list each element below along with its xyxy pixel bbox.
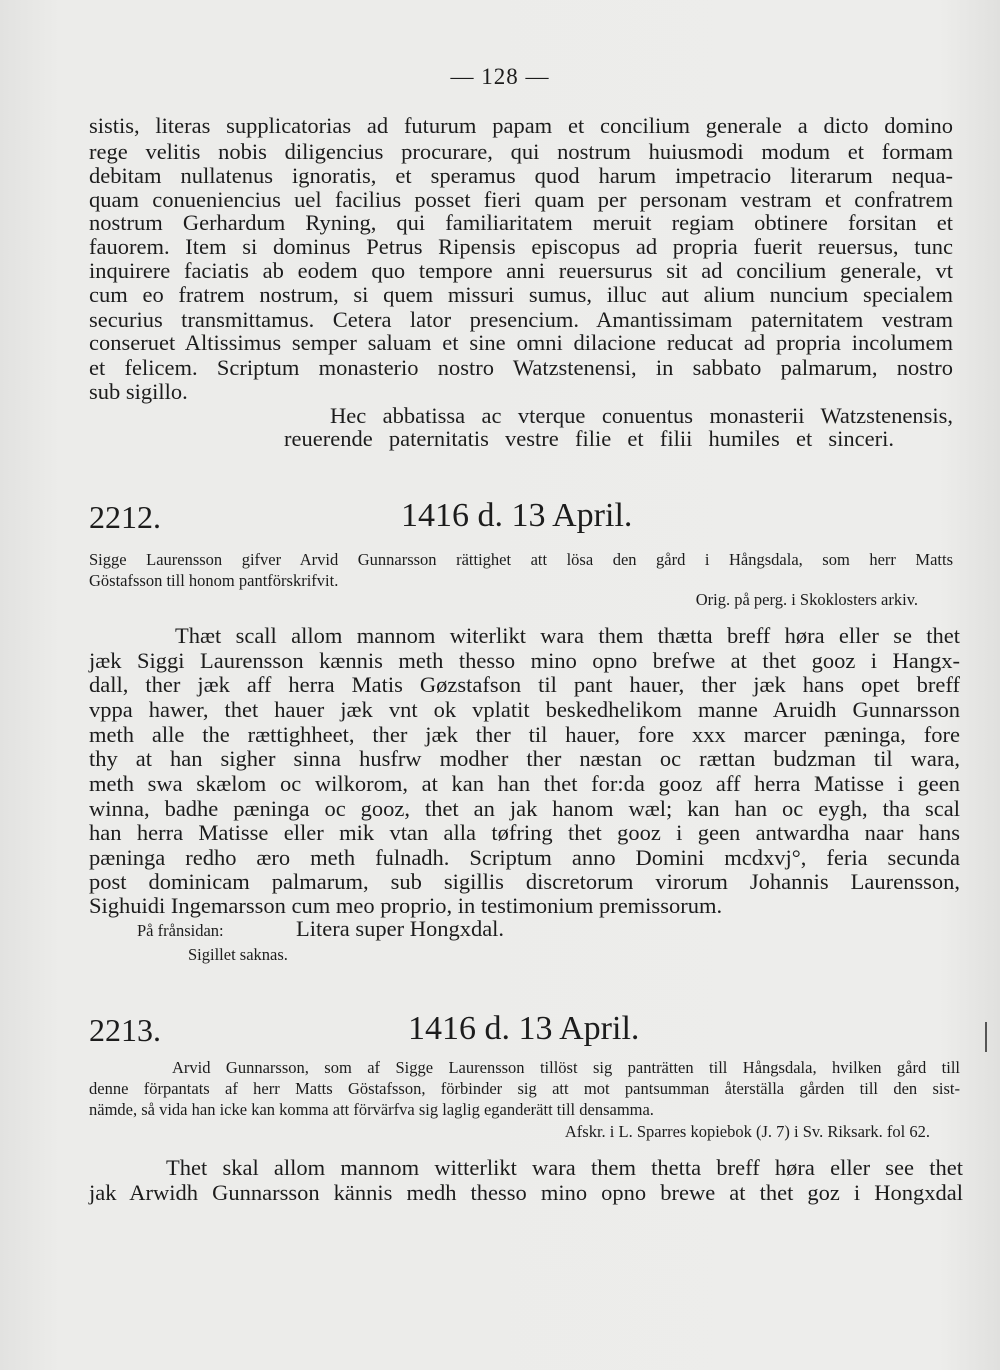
text-line: et felicem. Scriptum monasterio nostro Watzstenensi, in sabbato palmarum, nostro bbox=[89, 355, 953, 380]
verso-label: På frånsidan: bbox=[137, 921, 224, 940]
text-line: cum eo fratrem nostrum, si quem missuri sumus, illuc aut alium nuncium specialem bbox=[89, 282, 953, 307]
source-note: Afskr. i L. Sparres kopiebok (J. 7) i Sv. Riksark. fol 62. bbox=[564, 1122, 930, 1141]
document-date: 1416 d. 13 April. bbox=[401, 497, 633, 534]
document-number: 2213. bbox=[89, 1012, 161, 1048]
text-line: han herra Matisse eller mik vtan alla tøfring thet gooz i geen antwardha naar hans bbox=[89, 820, 960, 845]
text-line: sistis, literas supplicatorias ad futurum papam et concilium generale a dicto domino bbox=[89, 113, 953, 138]
text-line: jæk Siggi Laurensson kænnis meth thesso mino opno brefwe at thet gooz i Hangx- bbox=[89, 648, 960, 673]
document-date: 1416 d. 13 April. bbox=[408, 1010, 640, 1047]
summary-line: Arvid Gunnarsson, som af Sigge Laurensson tillöst sig panträtten till Hångsdala, hvilken gård till bbox=[172, 1058, 960, 1077]
text-line: securius transmittamus. Cetera lator presencium. Amantissimam paternitatem vestram bbox=[89, 307, 953, 332]
text-line: meth swa skælom oc wilkorom, at kan han thet for:da gooz aff herra Matisse i geen bbox=[89, 771, 960, 796]
text-line: debitam nullatenus ignoratis, et speramus quod harum impetracio literarum nequa- bbox=[89, 163, 953, 188]
margin-mark bbox=[985, 1022, 987, 1052]
text-line: winna, badhe pæninga oc gooz, thet an jak hanom wæl; kan han oc eygh, tha scal bbox=[89, 796, 960, 821]
source-note: Orig. på perg. i Skoklosters arkiv. bbox=[695, 590, 918, 609]
text-line: Thæt scall allom mannom witerlikt wara them thætta breff høra eller se thet bbox=[175, 623, 960, 648]
text-line: post dominicam palmarum, sub sigillis discretorum virorum Johannis Laurensson, bbox=[89, 869, 960, 894]
verso-text: Litera super Hongxdal. bbox=[296, 916, 505, 941]
page-number: — 128 — bbox=[450, 64, 550, 89]
document-number: 2212. bbox=[89, 499, 161, 535]
text-line: quam conueniencius uel facilius posset fieri quam per personam vestram et confratrem bbox=[89, 187, 953, 212]
summary-line: nämde, så vida han icke kan komma att förvärfva sig laglig eganderätt till densamma. bbox=[89, 1100, 654, 1119]
text-line: jak Arwidh Gunnarsson kännis medh thesso mino opno brewe at thet goz i Hongxdal bbox=[89, 1180, 963, 1205]
text-line: nostrum Gerhardum Ryning, qui familiaritatem meruit regiam obtinere forsitan et bbox=[89, 210, 953, 235]
text-line: fauorem. Item si dominus Petrus Ripensis episcopus ad propria fuerit reuersus, tunc bbox=[89, 234, 953, 259]
text-line: inquirere faciatis ab eodem quo tempore anni reuersurus sit ad concilium generale, vt bbox=[89, 258, 953, 283]
text-line: conseruet Altissimus semper saluam et sine omni dilacione reducat ad propria incolumem bbox=[89, 330, 953, 355]
closing-line: Hec abbatissa ac vterque conuentus monasterii Watzstenensis, bbox=[330, 403, 953, 428]
text-line: thy at han sigher sinna husfrw modher ther næstan oc rættan budzman til wara, bbox=[89, 746, 960, 771]
text-line: Sighuidi Ingemarsson cum meo proprio, in testimonium premissorum. bbox=[89, 893, 723, 918]
seal-note: Sigillet saknas. bbox=[188, 945, 288, 964]
text-line: Thet skal allom mannom witterlikt wara them thetta breff høra eller see thet bbox=[166, 1155, 963, 1180]
text-line: rege velitis nobis diligencius procurare, qui nostrum huiusmodi modum et formam bbox=[89, 139, 953, 164]
text-line: pæninga redho æro meth fulnadh. Scriptum anno Domini mcdxvj°, feria secunda bbox=[89, 845, 960, 870]
summary-line: denne förpantats af herr Matts Göstafsson, förbinder sig att mot pantsumman återställa gården till den sist- bbox=[89, 1079, 960, 1098]
summary-line: Sigge Laurensson gifver Arvid Gunnarsson rättighet att lösa den gård i Hångsdala, som herr Matts bbox=[89, 550, 953, 569]
summary-line: Göstafsson till honom pantförskrifvit. bbox=[89, 571, 339, 590]
text-line: vppa hawer, thet hauer jæk vnt ok vplatit beskedhelikom manne Aruidh Gunnarsson bbox=[89, 697, 960, 722]
text-line: meth alle the rættighheet, ther jæk ther til hauer, fore xxx marcer pæninga, fore bbox=[89, 722, 960, 747]
text-line: sub sigillo. bbox=[89, 379, 188, 404]
closing-line: reuerende paternitatis vestre filie et filii humiles et sinceri. bbox=[284, 426, 894, 451]
text-line: dall, ther jæk aff herra Matis Gøzstafson til pant hauer, ther jæk hans opet breff bbox=[89, 672, 960, 697]
